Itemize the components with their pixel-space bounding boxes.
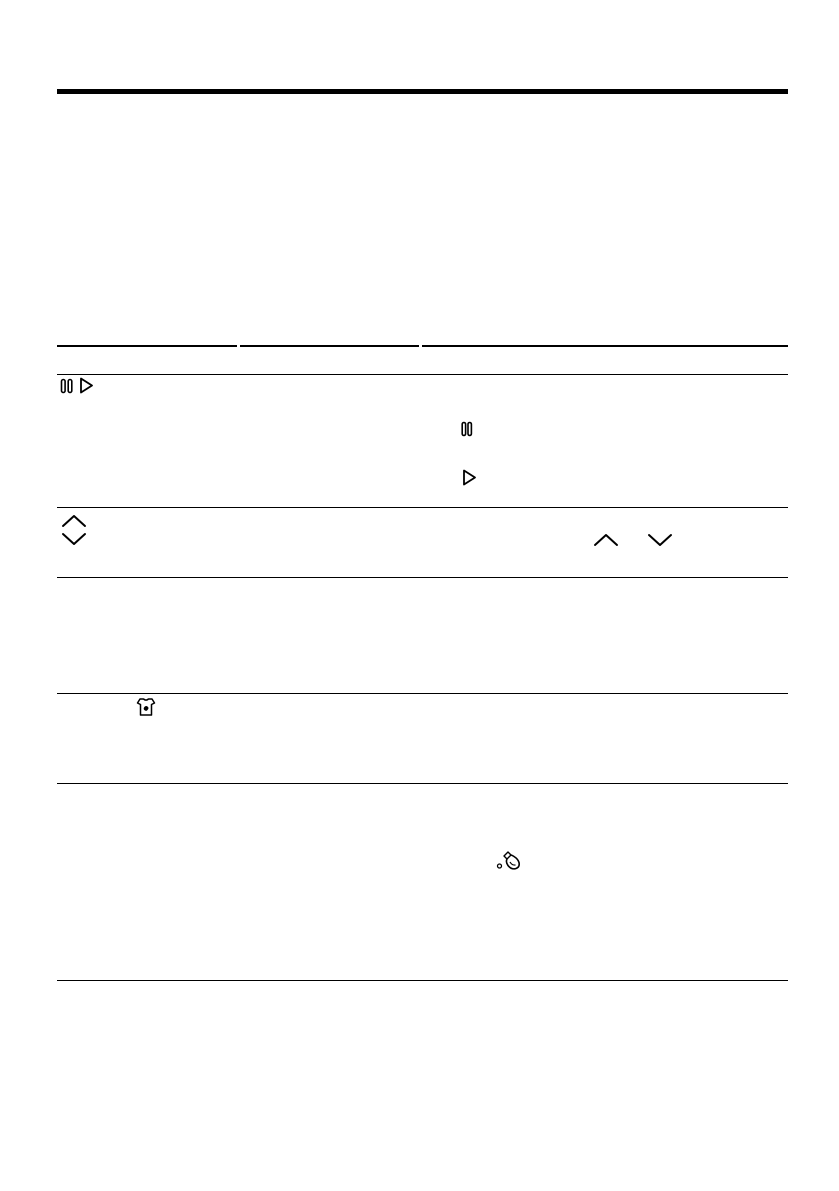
chevron-down-icon bbox=[647, 532, 673, 548]
pause-icon bbox=[60, 378, 74, 394]
table-row-divider bbox=[57, 577, 788, 578]
header-rule bbox=[57, 89, 788, 94]
table-row-divider bbox=[57, 783, 788, 784]
chevron-up-icon bbox=[593, 532, 619, 548]
column-gap bbox=[419, 345, 422, 347]
table-row-divider bbox=[57, 693, 788, 694]
stain-shirt-icon bbox=[136, 697, 156, 717]
pause-icon bbox=[461, 421, 473, 437]
play-icon bbox=[462, 469, 477, 486]
table-row-divider bbox=[57, 374, 788, 375]
table-header-rule bbox=[57, 345, 788, 347]
play-icon bbox=[79, 377, 94, 394]
table-row-divider bbox=[57, 507, 788, 508]
column-gap bbox=[237, 345, 240, 347]
chevron-up-icon bbox=[61, 513, 87, 529]
table-bottom-rule bbox=[57, 980, 788, 981]
chevron-down-icon bbox=[61, 531, 87, 547]
detergent-bottle-icon bbox=[496, 850, 522, 872]
